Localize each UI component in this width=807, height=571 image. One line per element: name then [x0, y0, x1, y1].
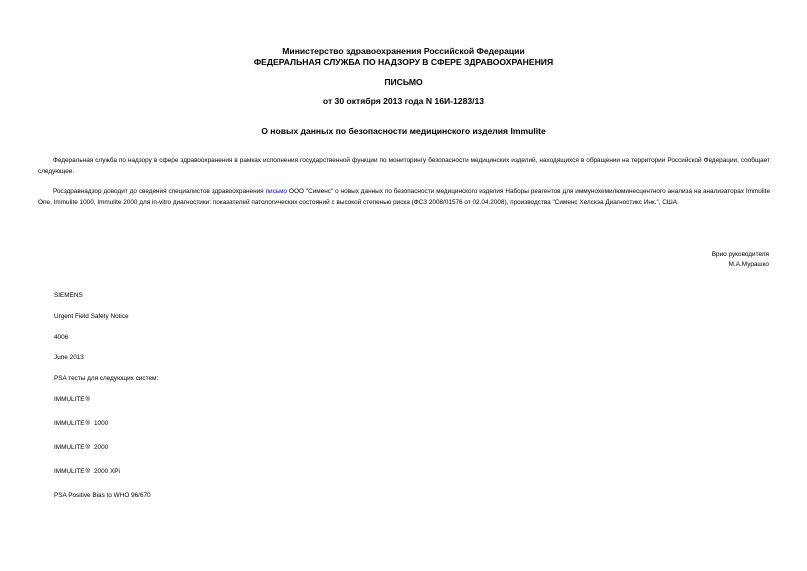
attachment-systems-heading: PSA тесты для следующих систем: — [54, 375, 159, 382]
document-subject: О новых данных по безопасности медицинского изделия Immulite — [261, 126, 546, 136]
attachment-company: SIEMENS — [54, 292, 83, 299]
paragraph-2-text-end: ООО "Сименс" о новых данных по безопасности медицинского изделия Наборы реагентов для иммунохемилюминесцентного анализа на анализаторах Immulite One, Immulite 1000, Immulite 2000 для in-vitro диагностики: показателей патологических состояний с высокой степенью риска (ФСЗ 2008/01576 от 02.04.2008), производства "Сименс Хелскэа Диагностикс Инк.", США. — [38, 188, 771, 206]
system-model: 1000 — [93, 420, 109, 427]
system-item — [54, 394, 90, 406]
system-item — [54, 418, 108, 430]
document-date-number: от 30 октября 2013 года N 16И-1283/13 — [322, 96, 485, 106]
system-model: 2000 XPi — [93, 468, 120, 475]
paragraph-2-text-start: Росздравнадзор доводит до сведения специалистов здравоохранения — [53, 188, 266, 195]
system-item — [54, 442, 108, 454]
registered-mark-icon: ® — [85, 397, 90, 403]
ministry-heading: Министерство здравоохранения Российской Федерации — [282, 46, 525, 56]
system-item — [54, 466, 120, 478]
body-paragraph-1 — [38, 155, 770, 177]
body-paragraph-2 — [38, 186, 770, 208]
attachment-notice-date: June 2013 — [54, 354, 84, 361]
system-name: IMMULITE — [54, 396, 85, 403]
registered-mark-icon: ® — [85, 445, 90, 451]
registered-mark-icon: ® — [85, 421, 90, 427]
document-type: ПИСЬМО — [384, 77, 423, 87]
signature-name: М.А.Мурашко — [728, 261, 769, 268]
attachment-notice-title: Urgent Field Safety Notice — [54, 313, 129, 320]
signature-position: Врио руководителя — [711, 251, 769, 258]
system-name: IMMULITE — [54, 444, 85, 451]
system-name: IMMULITE — [54, 468, 85, 475]
service-heading: ФЕДЕРАЛЬНАЯ СЛУЖБА ПО НАДЗОРУ В СФЕРЕ ЗДРАВООХРАНЕНИЯ — [253, 57, 554, 67]
attachment-footer-subject: PSA Positive Bias to WHO 96/670 — [54, 492, 151, 499]
letter-link[interactable]: письмо — [265, 188, 288, 195]
system-name: IMMULITE — [54, 420, 85, 427]
registered-mark-icon: ® — [85, 469, 90, 475]
attachment-notice-number: 4006 — [54, 334, 69, 341]
system-model: 2000 — [93, 444, 109, 451]
paragraph-1-text: Федеральная служба по надзору в сфере здравоохранения в рамках исполнения государственной функции по мониторингу безопасности медицинских изделий, находящихся в обращении на территории Российской Федерации, сообщает следующее. — [38, 157, 770, 175]
